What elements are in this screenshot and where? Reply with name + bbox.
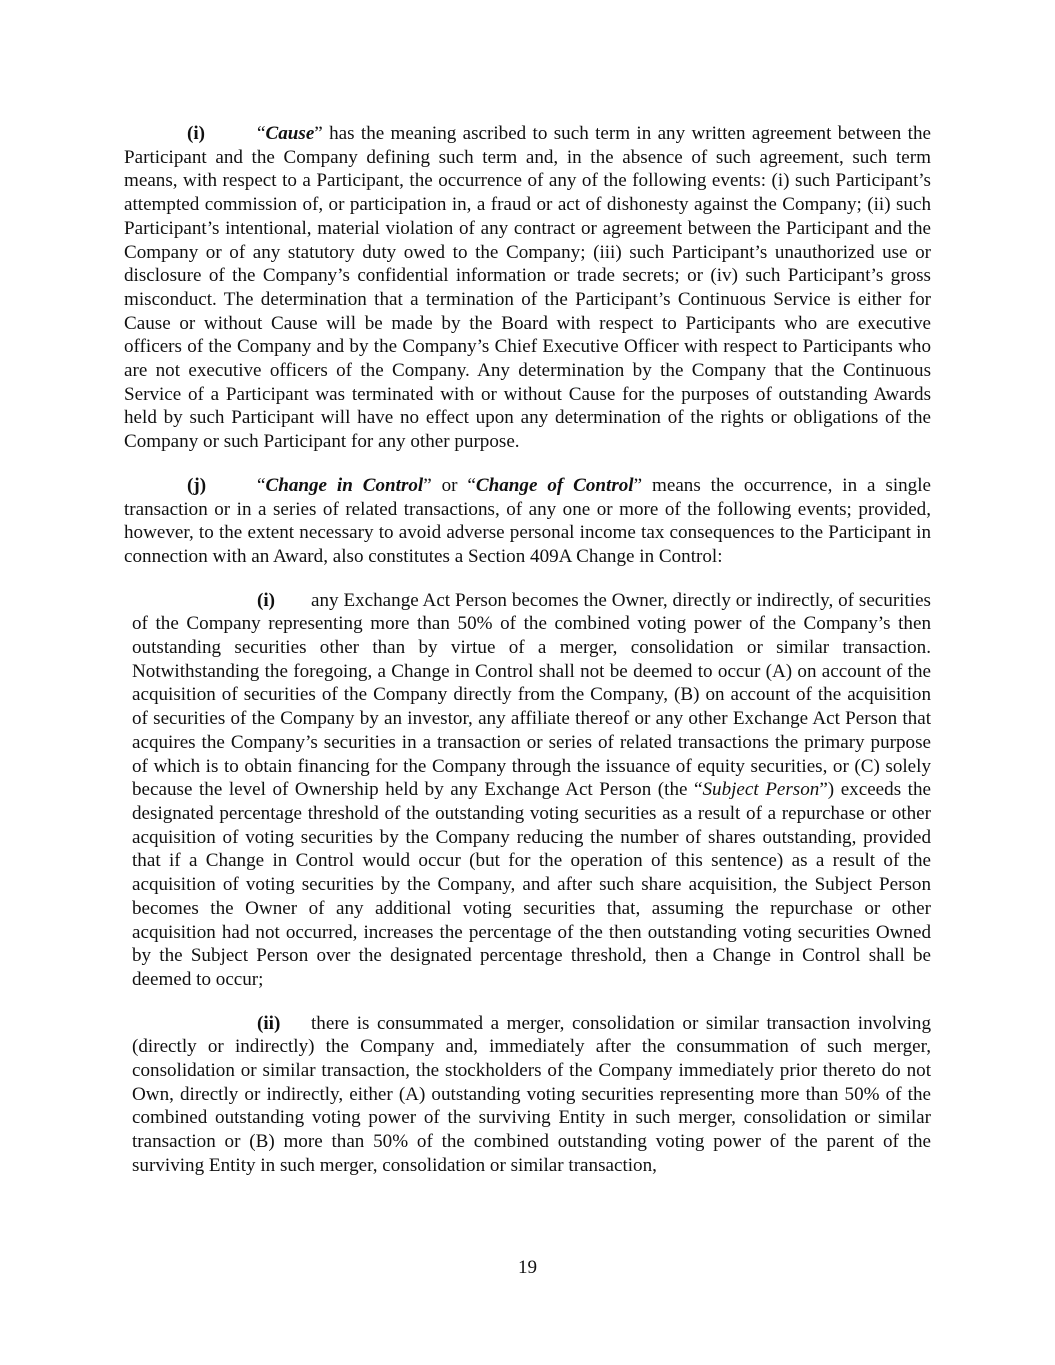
document-page [124,122,931,1178]
paragraph-label: (j) [187,474,207,496]
open-quote: “ [257,474,266,496]
definition-cause [124,122,931,454]
subparagraph-ii [132,1012,931,1178]
definition-text: ” has the meaning ascribed to such term in any written agreement between the Participant and the Company defining such term and, in the absence of such agreement, such term means, with respect to a Participant, the occurrence of any of the following events: (i) such Participant’s attempted commission of, or participation in, a fraud or act of dishonesty against the Company; (ii) such Participant’s intentional, material violation of any contract or agreement between the Participant and the Company or of any statutory duty owed to the Company; (iii) such Participant’s unauthorized use or disclosure of the Company’s confidential information or trade secrets; or (iv) such Participant’s gross misconduct. The determination that a termination of the Participant’s Continuous Service is either for Cause or without Cause will be made by the Board with respect to Participants who are executive officers of the Company and by the Company’s Chief Executive Officer with respect to Participants who are not executive officers of the Company. Any determination by the Company that the Continuous Service of a Participant was terminated with or without Cause for the purposes of outstanding Awards held by such Participant will have no effect upon any determination of the rights or obligations of the Company or such Participant for any other purpose. [124,123,931,453]
definition-change-in-control [124,474,931,569]
defined-term-change-in-control: Change in Control [265,474,424,496]
open-quote: “ [257,123,266,144]
defined-term-cause: Cause [265,123,315,144]
defined-term-change-of-control: Change of Control [475,474,634,496]
paragraph-label: (i) [187,123,206,144]
subparagraph-label: (ii) [257,1012,281,1034]
quote-separator: ” or “ [423,474,476,496]
page-number: 19 [517,1257,538,1278]
subparagraph-text: any Exchange Act Person becomes the Owner, directly or indirectly, of securities of the Company representing more than 50% of the combined voting power of the Company’s then outstanding securities other than by virtue of a merger, consolidation or similar transaction. Notwithstanding the foregoing, a Change in Control shall not be deemed to occur (A) on account of the acquisition of securities of the Company directly from the Company, (B) on account of the acquisition of securities of the Company by an investor, any affiliate thereof or any other Exchange Act Person that acquires the Company’s securities in a transaction or series of related transactions the primary purpose of which is to obtain financing for the Company through the issuance of equity securities, or (C) solely because the level of Ownership held by any Exchange Act Person (the “ [132,589,931,801]
subparagraph-label: (i) [257,589,276,611]
subparagraph-text: there is consummated a merger, consolidation or similar transaction involving (directly or indirectly) the Company and, immediately after the consummation of such merger, consolidation or similar transaction, the stockholders of the Company immediately prior thereto do not Own, directly or indirectly, either (A) outstanding voting securities representing more than 50% of the combined outstanding voting power of the surviving Entity in such merger, consolidation or similar transaction or (B) more than 50% of the combined outstanding voting power of the parent of the surviving Entity in such merger, consolidation or similar transaction, [132,1012,931,1176]
subparagraph-i [132,589,931,992]
definition-text: ” means the occurrence, in a single transaction or in a series of related transactions, of any one or more of the following events; provided, however, to the extent necessary to avoid adverse personal income tax consequences to the Participant in connection with an Award, also constitutes a Section 409A Change in Control: [124,474,932,567]
subparagraph-text-continued: ”) exceeds the designated percentage threshold of the outstanding voting securities as a result of a repurchase or other acquisition of voting securities by the Company reducing the number of shares outstanding, provided that if a Change in Control would occur (but for the operation of this sentence) as a result of the acquisition of voting securities by the Company, and after such share acquisition, the Subject Person becomes the Owner of any additional voting securities that, assuming the repurchase or other acquisition had not occurred, increases the percentage of the then outstanding voting securities Owned by the Subject Person over the designated percentage threshold, then a Change in Control shall be deemed to occur; [132,779,931,990]
defined-term-subject-person: Subject Person [702,779,820,801]
